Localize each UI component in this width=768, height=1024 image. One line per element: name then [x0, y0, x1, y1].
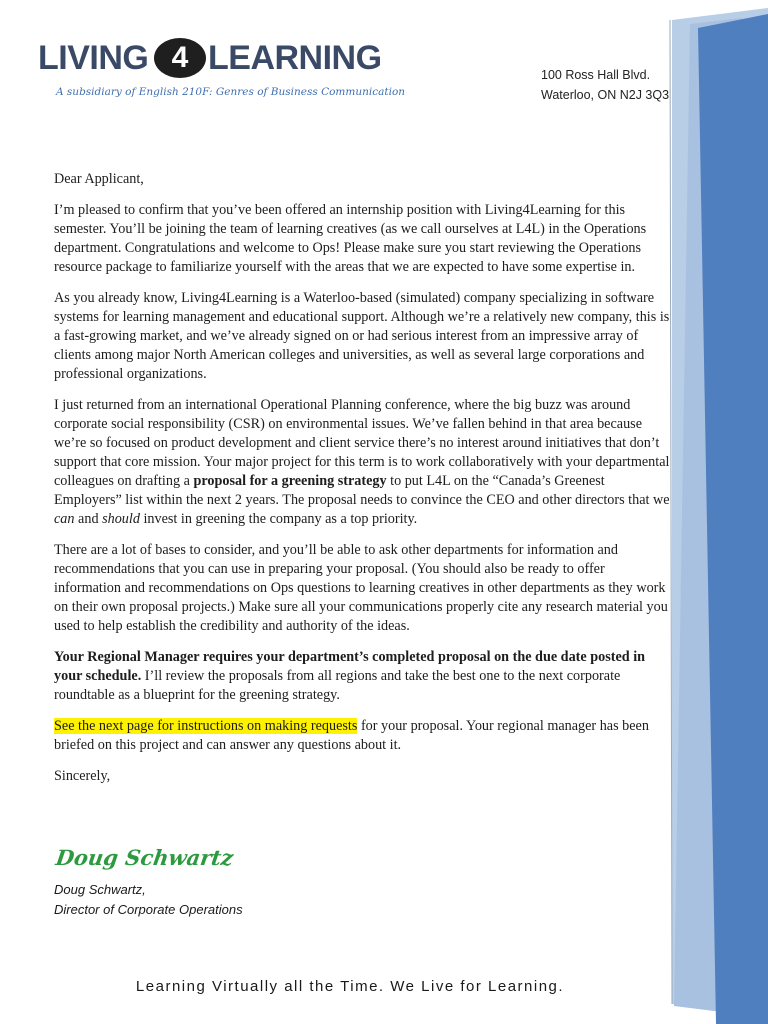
- signer-name: Doug Schwartz,: [54, 882, 146, 897]
- footer-slogan: Learning Virtually all the Time. We Live for Learning.: [135, 978, 565, 995]
- paragraph-3-and: and: [74, 511, 103, 527]
- paragraph-5: [54, 648, 670, 705]
- letter-body: [54, 170, 670, 798]
- paragraph-3-text-a: I just returned from an international Operational Planning conference, where the big buzz was around corporate social responsibility (CSR) on environmental issues. We’ve fallen behind in that area because we’re so focused on product development and client service there’s no interest around initiatives that don’t support that core mission. Your major project for this term is to work collaboratively with your departmental colleagues on drafting a: [54, 397, 670, 489]
- paragraph-6: [54, 717, 670, 755]
- paragraph-2: As you already know, Living4Learning is a Waterloo-based (simulated) company specializing in software systems for learning management and educational support. Although we’re a relatively new company, this is a fast-growing market, and we’ve already signed on or had serious interest from an impressive array of clients among major North American colleges and universities, as well as several large corporations and professional organizations.: [54, 290, 670, 382]
- paragraph-4: There are a lot of bases to consider, and you’ll be able to ask other departments for information and recommendations that you can use in preparing your proposal. (You should also be ready to offer information and recommendations on Ops questions to learning creatives in other departments as they work on their own proposal projects.) Make sure all your communications properly cite any research material you used to help establish the credibility and authority of the ideas.: [54, 542, 668, 634]
- paragraph-1: I’m pleased to confirm that you’ve been offered an internship position with Living4Learning for this semester. You’ll be joining the team of learning creatives (as we call ourselves at L4L) in the Operations department. Congratulations and welcome to Ops! Please make sure you start reviewing the Operations resource package to familiarize yourself with the areas that we are expected to have some expertise in.: [54, 202, 647, 275]
- paragraph-3: [54, 396, 670, 529]
- should-emphasis: should: [102, 511, 140, 527]
- logo-word-living: LIVING: [38, 39, 149, 77]
- company-address: [541, 65, 669, 105]
- highlighted-instruction: See the next page for instructions on making requests: [54, 718, 358, 734]
- salutation: Dear Applicant,: [54, 171, 144, 187]
- logo-tagline: A subsidiary of English 210F: Genres of Business Communication: [56, 86, 406, 98]
- address-line-2: Waterloo, ON N2J 3Q3: [541, 88, 670, 102]
- signature-block: [54, 880, 243, 920]
- logo-number-badge: 4: [154, 38, 206, 78]
- decorative-ribbon: [668, 0, 768, 1024]
- due-date-notice: Your Regional Manager requires your department’s completed proposal on the due date posted in your schedule.: [54, 649, 646, 684]
- logo-word-learning: LEARNING: [208, 39, 382, 77]
- paragraph-6-rest: for your proposal. Your regional manager has been briefed on this project and can answer any questions about it.: [54, 718, 649, 753]
- can-emphasis: can: [54, 511, 75, 527]
- company-logo: [28, 26, 406, 102]
- greening-strategy-emphasis: proposal for a greening strategy: [193, 473, 387, 489]
- paragraph-5-rest: I’ll review the proposals from all regions and take the best one to the next corporate roundtable as a blueprint for the greening strategy.: [54, 668, 621, 703]
- closing: Sincerely,: [54, 768, 111, 784]
- paragraph-3-text-b: to put L4L on the “Canada’s Greenest Employers” list within the next 2 years. The proposal needs to convince the CEO and other directors that we: [54, 473, 670, 508]
- address-line-1: 100 Ross Hall Blvd.: [541, 68, 651, 82]
- handwritten-signature: Doug Schwartz: [54, 845, 235, 870]
- paragraph-3-text-c: invest in greening the company as a top priority.: [139, 511, 418, 527]
- signer-title: Director of Corporate Operations: [54, 902, 243, 917]
